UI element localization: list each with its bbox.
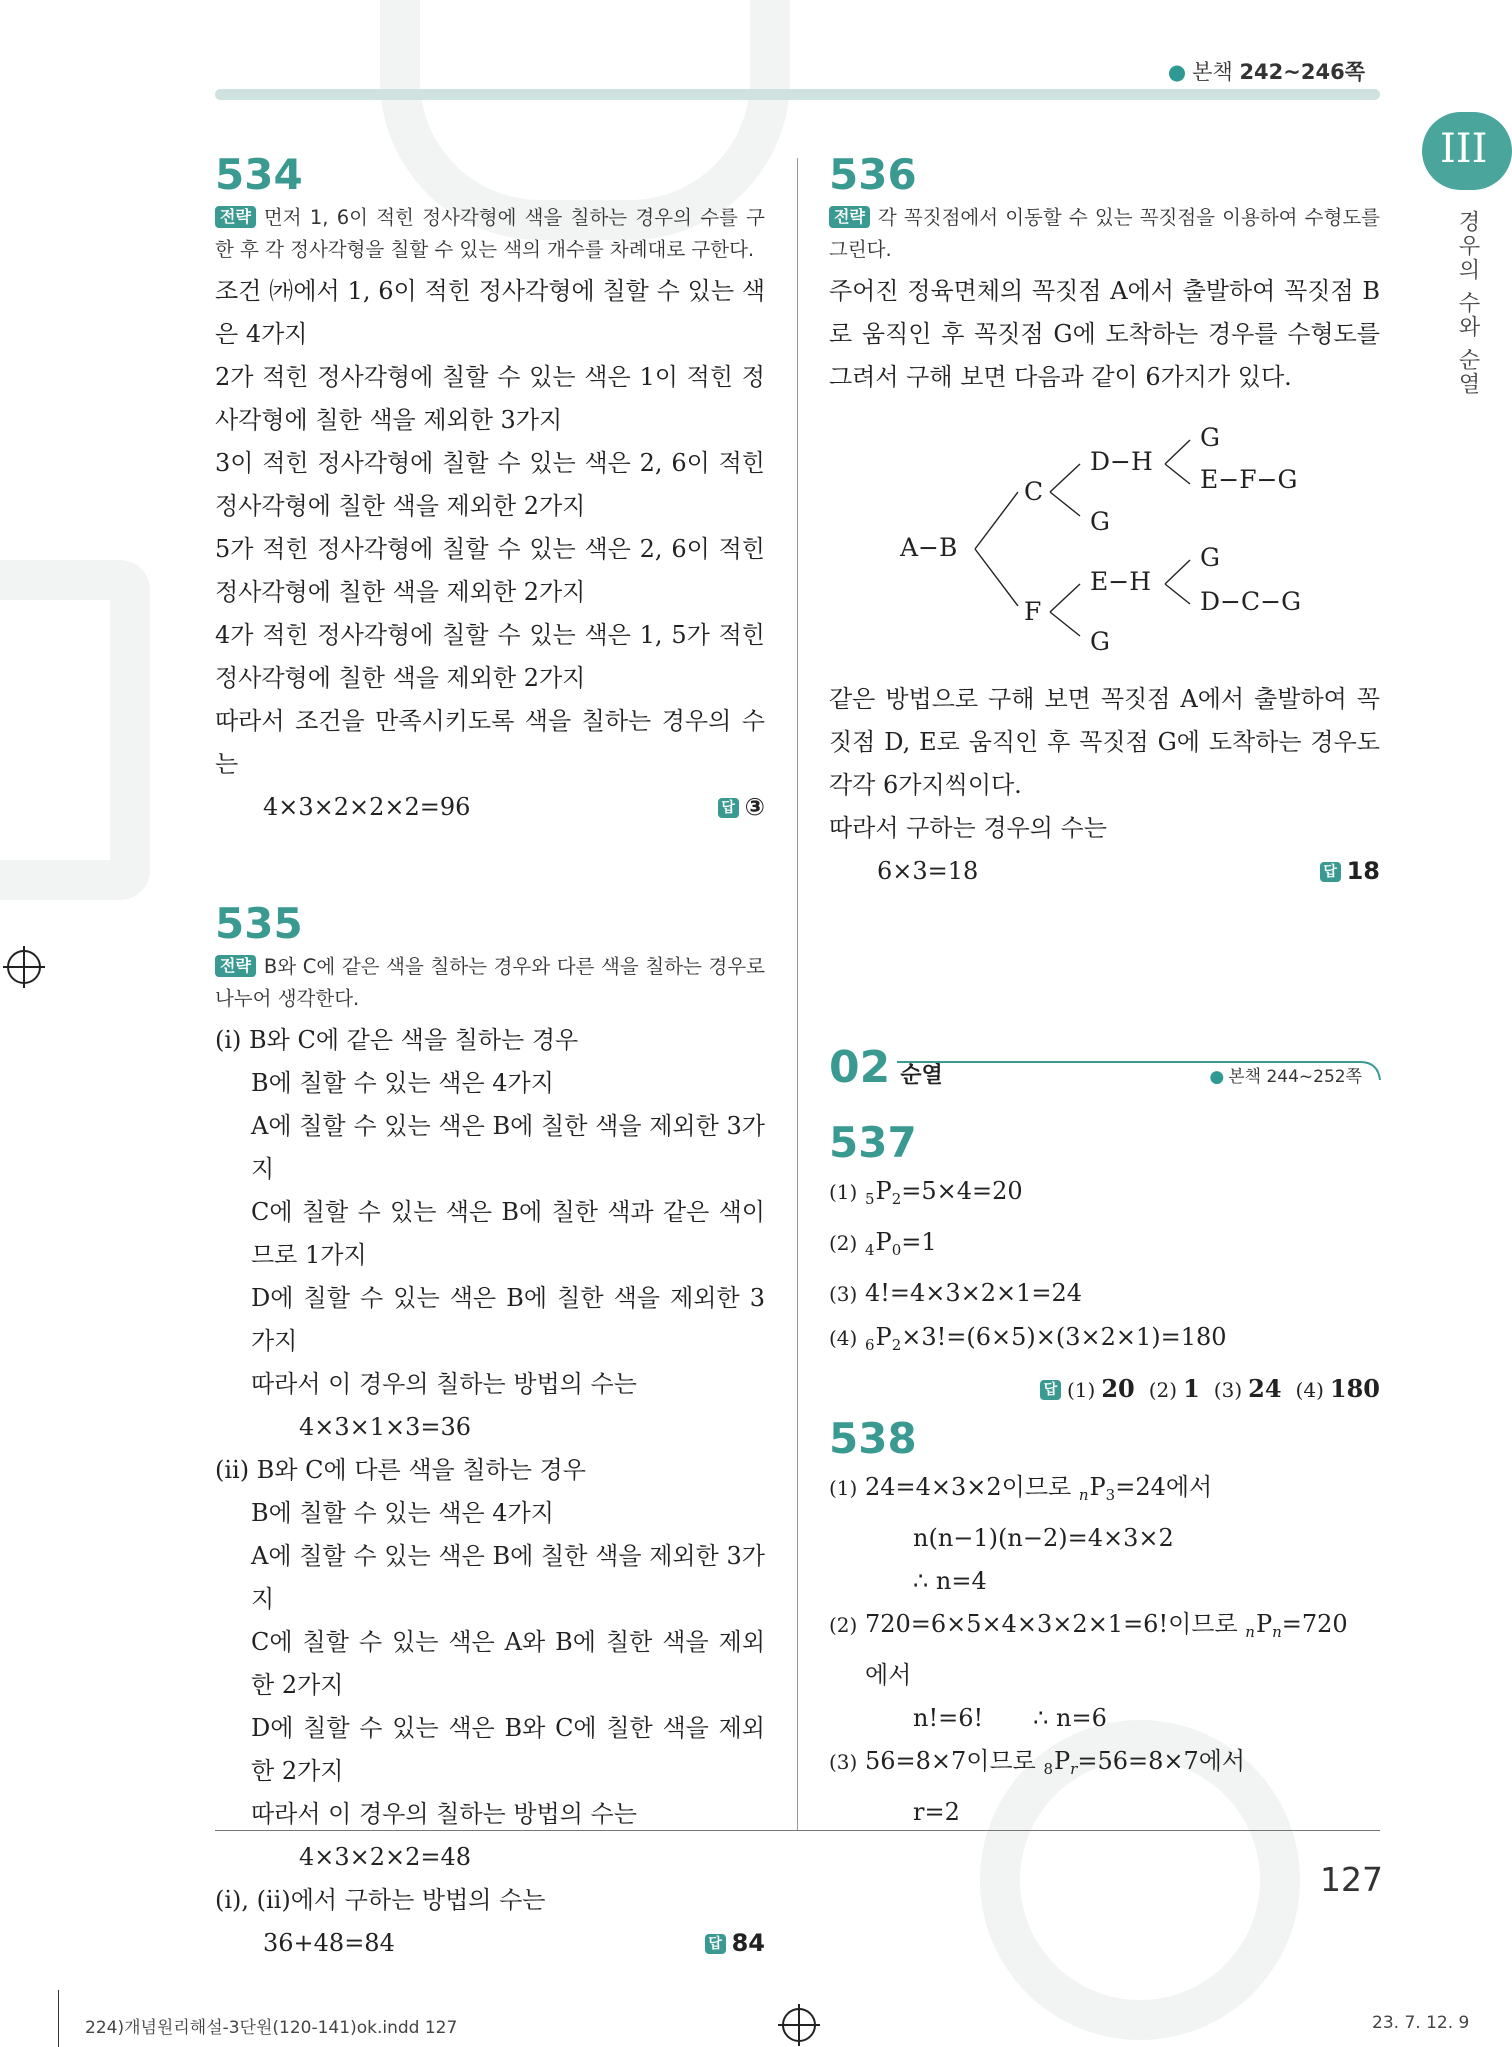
right-column-top — [829, 150, 1380, 399]
header-bar — [215, 89, 1380, 100]
watermark — [0, 560, 150, 900]
solution-line: (1) 24=4×3×2이므로 $_nP_3=24$에서 — [829, 1473, 1213, 1504]
answer-badge: 답 — [1320, 862, 1341, 882]
problem-number: 537 — [829, 1118, 917, 1167]
solution-line: 5가 적힌 정사각형에 칠할 수 있는 색은 2, 6이 적힌 정사각형에 칠한 색을 제외한 2가지 — [215, 535, 765, 606]
solution-line: 2가 적힌 정사각형에 칠할 수 있는 색은 1이 적힌 정사각형에 칠한 색을 제외한 3가지 — [215, 363, 765, 434]
solution-line: 3이 적힌 정사각형에 칠할 수 있는 색은 2, 6이 적힌 정사각형에 칠한 색을 제외한 2가지 — [215, 449, 765, 520]
solution-line: A에 칠할 수 있는 색은 B에 칠한 색을 제외한 3가지 — [251, 1112, 765, 1183]
conclusion: 따라서 구하는 경우의 수는 — [829, 814, 1107, 842]
answer: 답 18 — [1320, 850, 1380, 893]
solution-line: A에 칠할 수 있는 색은 B에 칠한 색을 제외한 3가지 — [251, 1542, 765, 1613]
solution-line: 따라서 조건을 만족시키도록 색을 칠하는 경우의 수는 — [215, 707, 765, 778]
slug-file: 224)개념원리해설-3단원(120-141)ok.indd 127 — [85, 2018, 458, 2038]
solution-line: (3) 4!=4×3×2×1=24 — [829, 1279, 1083, 1307]
tree-node-root: A−B — [900, 533, 958, 562]
problem-number: 535 — [215, 899, 303, 948]
tree-node-g-eh: G — [1200, 543, 1220, 572]
equation: n!=6! ∴ n=6 — [913, 1704, 1107, 1732]
tree-node-efg: E−F−G — [1200, 465, 1298, 494]
after-text: 같은 방법으로 구해 보면 꼭짓점 A에서 출발하여 꼭짓점 D, E로 움직인 후 꼭짓점 G에 도착하는 경우도 각각 6가지씩이다. — [829, 685, 1380, 799]
strategy: 전략 먼저 1, 6이 적힌 정사각형에 색을 칠하는 경우의 수를 구한 후 각 정사각형을 칠할 수 있는 색의 개수를 차례대로 구한다. — [215, 206, 765, 261]
result: ∴ n=4 — [913, 1567, 987, 1595]
solution-line: (4) $_6P_2\times 3!=(6\times 5)\times(3\times 2\times 1)=180$ — [829, 1323, 1227, 1354]
tree-node-c: C — [1024, 477, 1044, 506]
section-underline — [895, 1052, 1385, 1084]
registration-mark-bottom — [782, 2008, 816, 2042]
answer-row: 답 (1) 20 (2) 1 (3) 24 (4) 180 — [829, 1367, 1380, 1412]
answer: 답 ③ — [718, 786, 765, 829]
tree-branch — [1050, 464, 1080, 516]
solution-line: D에 칠할 수 있는 색은 B에 칠한 색을 제외한 3가지 — [251, 1284, 765, 1355]
solution-line: (2) 720=6×5×4×3×2×1=6!이므로 $_nP_n=720$ — [829, 1610, 1348, 1641]
header-page-reference: ● 본책 242~246쪽 — [1167, 60, 1365, 84]
formula-answer-row — [215, 786, 765, 829]
section-name: 순열 — [900, 1063, 943, 1088]
tree-node-dcg: D−C−G — [1200, 587, 1302, 616]
solution-line: 따라서 이 경우의 칠하는 방법의 수는 — [251, 1800, 637, 1828]
strategy: 전략 B와 C에 같은 색을 칠하는 경우와 다른 색을 칠하는 경우로 나누어 생각한다. — [215, 955, 765, 1010]
solution-line: 따라서 이 경우의 칠하는 방법의 수는 — [251, 1370, 637, 1398]
tree-branch — [1165, 440, 1190, 484]
formula: 6×3=18 — [877, 857, 979, 885]
solution-line: (3) 56=8×7이므로 $_8P_r=56=8\times 7$에서 — [829, 1747, 1246, 1778]
column-divider — [797, 158, 798, 1830]
tree-node-dh: D−H — [1090, 447, 1153, 476]
strategy-badge: 전략 — [829, 206, 870, 228]
solution-line: B에 칠할 수 있는 색은 4가지 — [251, 1069, 554, 1097]
equation: n(n−1)(n−2)=4×3×2 — [913, 1524, 1174, 1552]
intro-text: 주어진 정육면체의 꼭짓점 A에서 출발하여 꼭짓점 B로 움직인 후 꼭짓점 G에 도착하는 경우를 수형도를 그려서 구해 보면 다음과 같이 6가지가 있다. — [829, 277, 1380, 391]
solution-line: B에 칠할 수 있는 색은 4가지 — [251, 1499, 554, 1527]
right-column-mid — [829, 678, 1380, 893]
result: r=2 — [913, 1798, 960, 1826]
answer-badge: 답 — [705, 1934, 726, 1954]
solution-line: 에서 — [865, 1661, 912, 1689]
section-number: 02 — [829, 1042, 891, 1093]
solution-line: 4가 적힌 정사각형에 칠할 수 있는 색은 1, 5가 적힌 정사각형에 칠한 색을 제외한 2가지 — [215, 621, 765, 692]
formula-answer-row — [215, 1922, 765, 1965]
formula-answer-row — [829, 850, 1380, 893]
solution-line: 조건 ㈎에서 1, 6이 적힌 정사각형에 칠할 수 있는 색은 4가지 — [215, 277, 765, 348]
tree-node-eh: E−H — [1090, 567, 1151, 596]
tree-node-f: F — [1024, 597, 1042, 626]
section-page-reference: ● 본책 244~252쪽 — [1209, 1067, 1362, 1087]
formula: 4×3×2×2×2=96 — [263, 793, 471, 821]
formula: 4×3×1×3=36 — [299, 1413, 472, 1441]
footer-line — [215, 1830, 1380, 1831]
slug-date: 23. 7. 12. 9 — [1372, 2013, 1470, 2033]
problem-538 — [829, 1414, 1380, 1834]
strategy-badge: 전략 — [215, 206, 256, 228]
solution-line: (1) $_5P_2=5\times 4=20$ — [829, 1177, 1023, 1208]
chapter-numeral: III — [1440, 126, 1488, 172]
registration-mark-left — [7, 950, 41, 984]
answer-badge: 답 — [1040, 1380, 1061, 1400]
conclusion: (ⅰ), (ⅱ)에서 구하는 방법의 수는 — [215, 1886, 546, 1914]
tree-branch — [1050, 584, 1080, 636]
tree-node-g-dh: G — [1200, 423, 1220, 452]
tree-branch — [975, 492, 1018, 606]
answer: 답 84 — [705, 1922, 765, 1965]
tree-node-g1: G — [1090, 507, 1110, 536]
tree-node-g2: G — [1090, 627, 1110, 656]
solution-line: D에 칠할 수 있는 색은 B와 C에 칠한 색을 제외한 2가지 — [251, 1714, 765, 1785]
page-number: 127 — [1320, 1860, 1383, 1899]
formula: 4×3×2×2=48 — [299, 1843, 472, 1871]
answer-badge: 답 — [718, 798, 739, 818]
tree-branch — [1165, 560, 1190, 604]
left-column — [215, 150, 765, 1965]
problem-537 — [829, 1118, 1380, 1412]
crop-mark — [58, 1990, 59, 2047]
case-title: (ⅱ) B와 C에 다른 색을 칠하는 경우 — [215, 1456, 586, 1484]
case-title: (ⅰ) B와 C에 같은 색을 칠하는 경우 — [215, 1026, 579, 1054]
tree-diagram — [880, 410, 1340, 670]
strategy-badge: 전략 — [215, 955, 256, 977]
formula: 36+48=84 — [263, 1929, 395, 1957]
solution-line: (2) $_4P_0=1$ — [829, 1228, 937, 1259]
solution-line: C에 칠할 수 있는 색은 A와 B에 칠한 색을 제외한 2가지 — [251, 1628, 765, 1699]
solution-line: C에 칠할 수 있는 색은 B에 칠한 색과 같은 색이므로 1가지 — [251, 1198, 765, 1269]
chapter-title: 경우의 수와 순열 — [1455, 210, 1480, 396]
problem-number: 536 — [829, 150, 917, 199]
problem-number: 538 — [829, 1414, 917, 1463]
problem-number: 534 — [215, 150, 303, 199]
strategy: 전략 각 꼭짓점에서 이동할 수 있는 꼭짓점을 이용하여 수형도를 그린다. — [829, 206, 1380, 261]
